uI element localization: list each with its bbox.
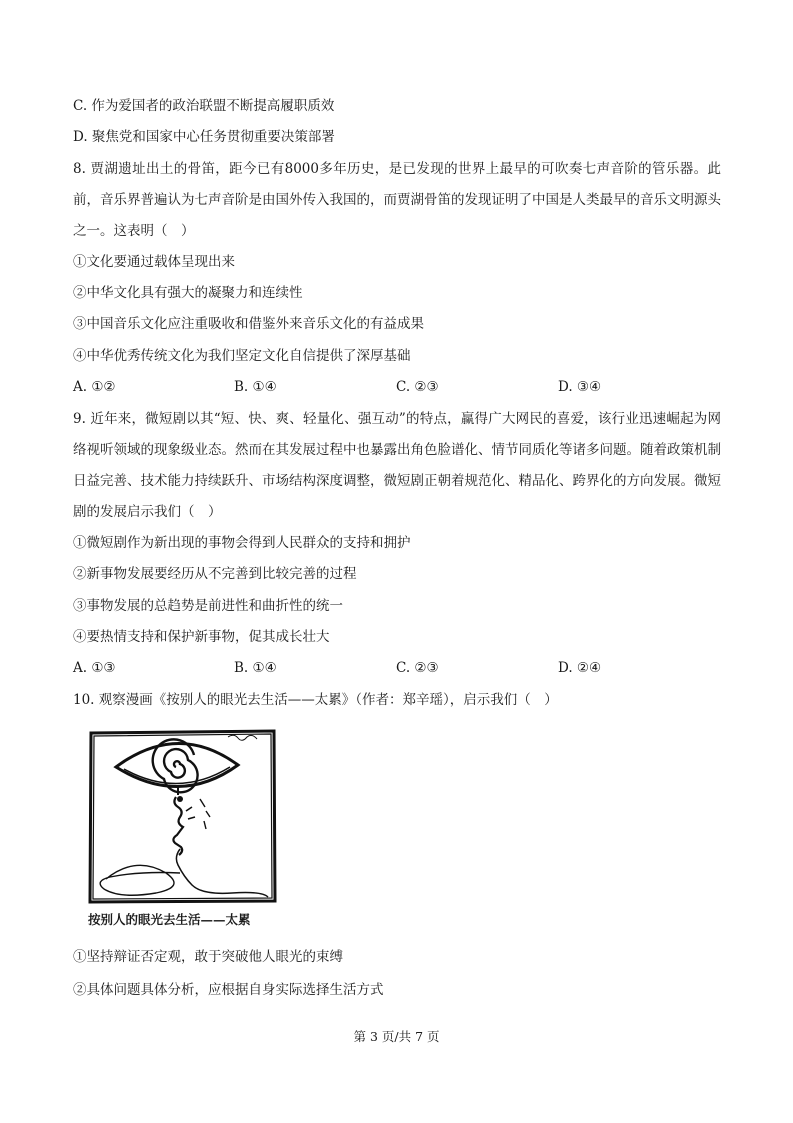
q8-item-1: ①文化要通过载体呈现出来: [73, 254, 235, 270]
q8-choice-a: A. ①②: [73, 379, 116, 395]
q7-option-c: C. 作为爱国者的政治联盟不断提高履职质效: [73, 98, 335, 114]
q10-item-1: ①坚持辩证否定观，敢于突破他人眼光的束缚: [73, 949, 343, 965]
q9-item-1: ①微短剧作为新出现的事物会得到人民群众的支持和拥护: [73, 535, 411, 551]
q7-option-d: D. 聚焦党和国家中心任务贯彻重要决策部署: [73, 129, 335, 145]
cartoon-image: [88, 729, 278, 904]
q9-item-3: ③事物发展的总趋势是前进性和曲折性的统一: [73, 598, 343, 614]
q9-item-4: ④要热情支持和保护新事物，促其成长壮大: [73, 629, 330, 645]
page-footer: 第 3 页/共 7 页: [353, 1029, 440, 1044]
q9-choice-b: B. ①④: [234, 660, 277, 676]
q9-stem: 9. 近年来，微短剧以其“短、快、爽、轻量化、强互动”的特点，赢得广大网民的喜爱，该行业迅速崛起为网络视听领域的现象级业态。然而在其发展过程中也暴露出角色脸谱化、情节同质化等诸多问题。随着政策机制日益完善、技术能力持续跃升、市场结构深度调整，微短剧正朝着规范化、精品化、跨界化的方向发展。微短剧的发展启示我们（ ）: [73, 411, 721, 520]
q9-choice-d: D. ②④: [558, 660, 602, 676]
q8-choice-c: C. ②③: [396, 379, 439, 395]
q8-item-3: ③中国音乐文化应注重吸收和借鉴外来音乐文化的有益成果: [73, 316, 424, 332]
q10-stem: 10. 观察漫画《按别人的眼光去生活——太累》（作者：郑辛瑶），启示我们（ ）: [73, 692, 558, 708]
q8-item-4: ④中华优秀传统文化为我们坚定文化自信提供了深厚基础: [73, 348, 411, 364]
q9-choice-c: C. ②③: [396, 660, 439, 676]
q8-item-2: ②中华文化具有强大的凝聚力和连续性: [73, 285, 303, 301]
q8-choice-b: B. ①④: [234, 379, 277, 395]
q8-choice-d: D. ③④: [558, 379, 602, 395]
cartoon-caption: 按别人的眼光去生活——太累: [88, 912, 251, 927]
q9-choice-a: A. ①③: [73, 660, 116, 676]
q9-item-2: ②新事物发展要经历从不完善到比较完善的过程: [73, 566, 357, 582]
q10-item-2: ②具体问题具体分析，应根据自身实际选择生活方式: [73, 982, 384, 998]
q8-stem: 8. 贾湖遗址出土的骨笛，距今已有8000多年历史，是已发现的世界上最早的可吹奏七声音阶的管乐器。此前，音乐界普遍认为七声音阶是由国外传入我国的，而贾湖骨笛的发现证明了中国是人类最早的音乐文明源头之一。这表明（ ）: [73, 161, 721, 239]
